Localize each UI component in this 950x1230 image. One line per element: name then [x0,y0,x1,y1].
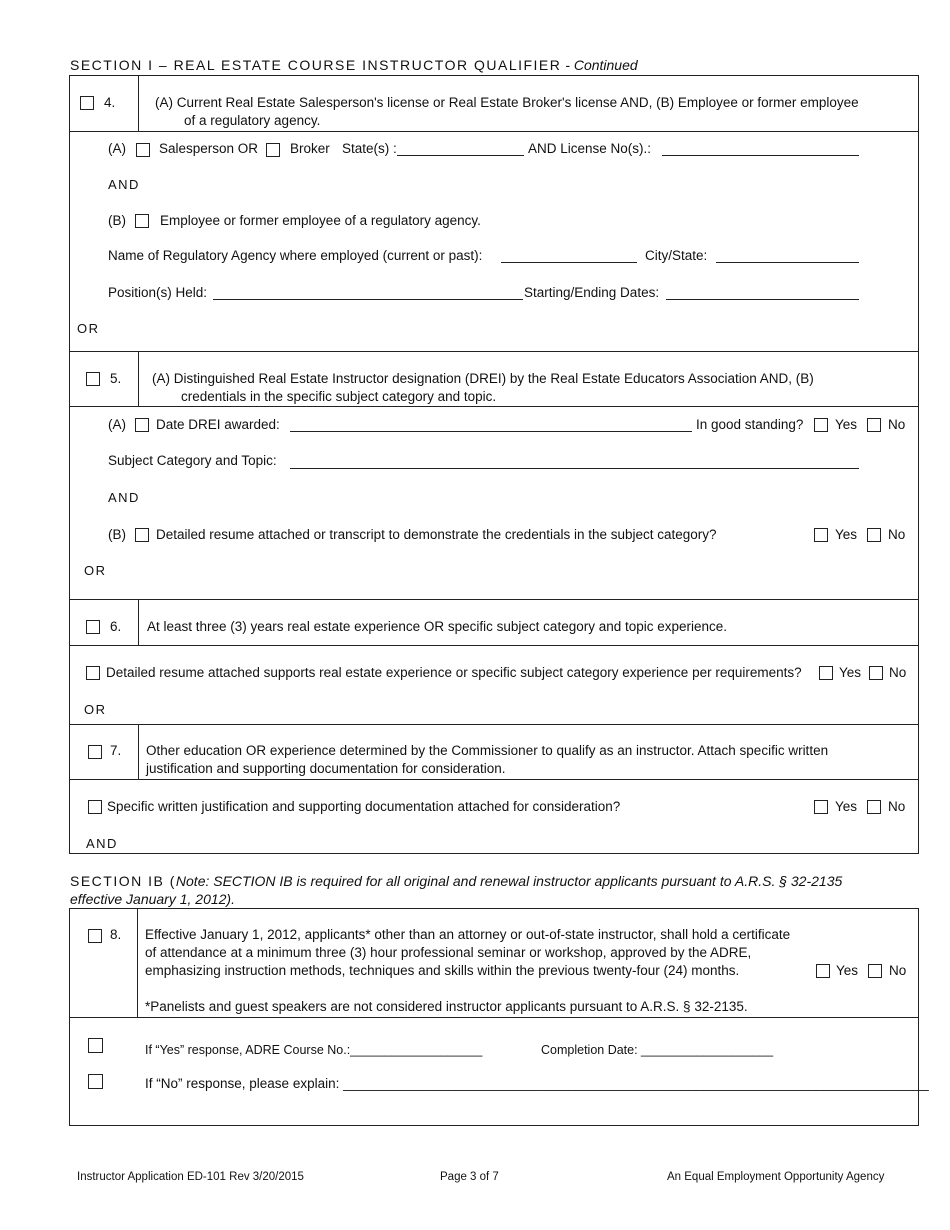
license-field[interactable] [662,155,859,156]
q5-a-label: (A) [108,417,126,432]
q8-text-line3: emphasizing instruction methods, techniques and skills within the previous twenty-four (24) months. [145,963,740,978]
q8-text-line2: of attendance at a minimum three (3) hour professional seminar or workshop, approved by the ADRE, [145,945,752,960]
q5-resume-yes-label: Yes [835,527,858,542]
states-field[interactable] [397,155,524,156]
section-ib-note-line1: Note: SECTION IB is required for all original and renewal instructor applicants pursuant to A.R.S. § 32-2135 [175,873,843,889]
q6-yes-checkbox[interactable] [819,666,833,680]
q5-and-label: AND [108,490,140,505]
q8-yes-checkbox[interactable] [816,964,830,978]
standing-no-checkbox[interactable] [867,418,881,432]
salesperson-label: Salesperson OR [159,141,259,156]
city-state-field[interactable] [716,262,859,263]
q7-justification-checkbox[interactable] [88,800,102,814]
q8-note: *Panelists and guest speakers are not considered instructor applicants pursuant to A.R.S. § 32-2135. [145,999,748,1014]
q5-resume-no-label: No [888,527,906,542]
q5-resume-yes-checkbox[interactable] [814,528,828,542]
q8-yes-label: Yes [836,963,859,978]
q7-text-line1: Other education OR experience determined by the Commissioner to qualify as an instructor. Attach specific written [146,743,829,758]
standing-yes-checkbox[interactable] [814,418,828,432]
section-ib-header [70,873,842,889]
license-label: AND License No(s).: [528,141,652,156]
q5-checkbox[interactable] [86,372,100,386]
q8-yes-response-checkbox[interactable] [88,1038,103,1053]
q7-justification-label: Specific written justification and supporting documentation attached for consideration? [107,799,621,814]
q8-checkbox[interactable] [88,929,102,943]
q5-resume-no-checkbox[interactable] [867,528,881,542]
q4-b-label: (B) [108,213,126,228]
q4-a-label: (A) [108,141,126,156]
standing-no-label: No [888,417,906,432]
q7-and-label: AND [86,836,118,851]
employee-label: Employee or former employee of a regulatory agency. [160,213,481,228]
q5-b-label: (B) [108,527,126,542]
subject-field[interactable] [290,468,859,469]
positions-field[interactable] [213,299,523,300]
q6-text: At least three (3) years real estate experience OR specific subject category and topic experience. [147,619,728,634]
section-continued: - Continued [561,57,638,73]
agency-field[interactable] [501,262,637,263]
q4-number: 4. [104,95,116,110]
q8-text-line1: Effective January 1, 2012, applicants* other than an attorney or out-of-state instructor, shall hold a certificate [145,927,791,942]
standing-label: In good standing? [696,417,804,432]
q6-number: 6. [110,619,122,634]
salesperson-checkbox[interactable] [136,143,150,157]
q5-or-label: OR [84,563,107,578]
q4-or-label: OR [77,321,100,336]
q8-completion-date: Completion Date: ___________________ [541,1043,774,1057]
employee-checkbox[interactable] [135,214,149,228]
q6-no-label: No [889,665,907,680]
footer-form-id: Instructor Application ED-101 Rev 3/20/2015 [77,1171,304,1183]
q6-resume-label: Detailed resume attached supports real estate experience or specific subject category experience per requirements? [106,665,802,680]
q7-yes-label: Yes [835,799,858,814]
q8-no-response: If “No” response, please explain: ______________________________________________________________________________ [145,1076,929,1091]
q7-no-label: No [888,799,906,814]
q8-no-response-checkbox[interactable] [88,1074,103,1089]
broker-label: Broker [290,141,330,156]
q5-resume-checkbox[interactable] [135,528,149,542]
subject-label: Subject Category and Topic: [108,453,277,468]
states-label: State(s) : [342,141,397,156]
drei-checkbox[interactable] [135,418,149,432]
q6-no-checkbox[interactable] [869,666,883,680]
q7-number: 7. [110,743,122,758]
q7-checkbox[interactable] [88,745,102,759]
q8-yes-response: If “Yes” response, ADRE Course No.:___________________ [145,1043,483,1057]
q7-yes-checkbox[interactable] [814,800,828,814]
q7-no-checkbox[interactable] [867,800,881,814]
drei-date-label: Date DREI awarded: [156,417,280,432]
footer-agency: An Equal Employment Opportunity Agency [667,1171,885,1183]
q6-checkbox[interactable] [86,620,100,634]
q8-no-label: No [889,963,907,978]
section-ib-note-line2: effective January 1, 2012). [70,891,235,907]
dates-label: Starting/Ending Dates: [524,285,660,300]
positions-label: Position(s) Held: [108,285,208,300]
footer-page: Page 3 of 7 [440,1171,499,1183]
q4-checkbox[interactable] [80,96,94,110]
q8-number: 8. [110,927,122,942]
q5-number: 5. [110,371,122,386]
section-ib-prefix: SECTION IB ( [70,873,176,889]
q4-text-line1: (A) Current Real Estate Salesperson's license or Real Estate Broker's license AND, (B) Employee or former employee [155,95,859,110]
q4-text-line2: of a regulatory agency. [184,113,321,128]
q6-resume-checkbox[interactable] [86,666,100,680]
q4-and-label: AND [108,177,140,192]
q8-no-checkbox[interactable] [868,964,882,978]
q7-text-line2: justification and supporting documentation for consideration. [146,761,506,776]
q5-text-line2: credentials in the specific subject category and topic. [181,389,497,404]
drei-date-field[interactable] [290,431,692,432]
city-state-label: City/State: [645,248,708,263]
q5-resume-label: Detailed resume attached or transcript to demonstrate the credentials in the subject category? [156,527,717,542]
section-title [70,57,638,73]
q5-text-line1: (A) Distinguished Real Estate Instructor designation (DREI) by the Real Estate Educators Association AND, (B) [152,371,814,386]
q6-yes-label: Yes [839,665,862,680]
agency-label: Name of Regulatory Agency where employed (current or past): [108,248,483,263]
dates-field[interactable] [666,299,859,300]
q6-or-label: OR [84,702,107,717]
standing-yes-label: Yes [835,417,858,432]
broker-checkbox[interactable] [266,143,280,157]
section-title-text: SECTION I – REAL ESTATE COURSE INSTRUCTOR QUALIFIER [70,57,562,73]
